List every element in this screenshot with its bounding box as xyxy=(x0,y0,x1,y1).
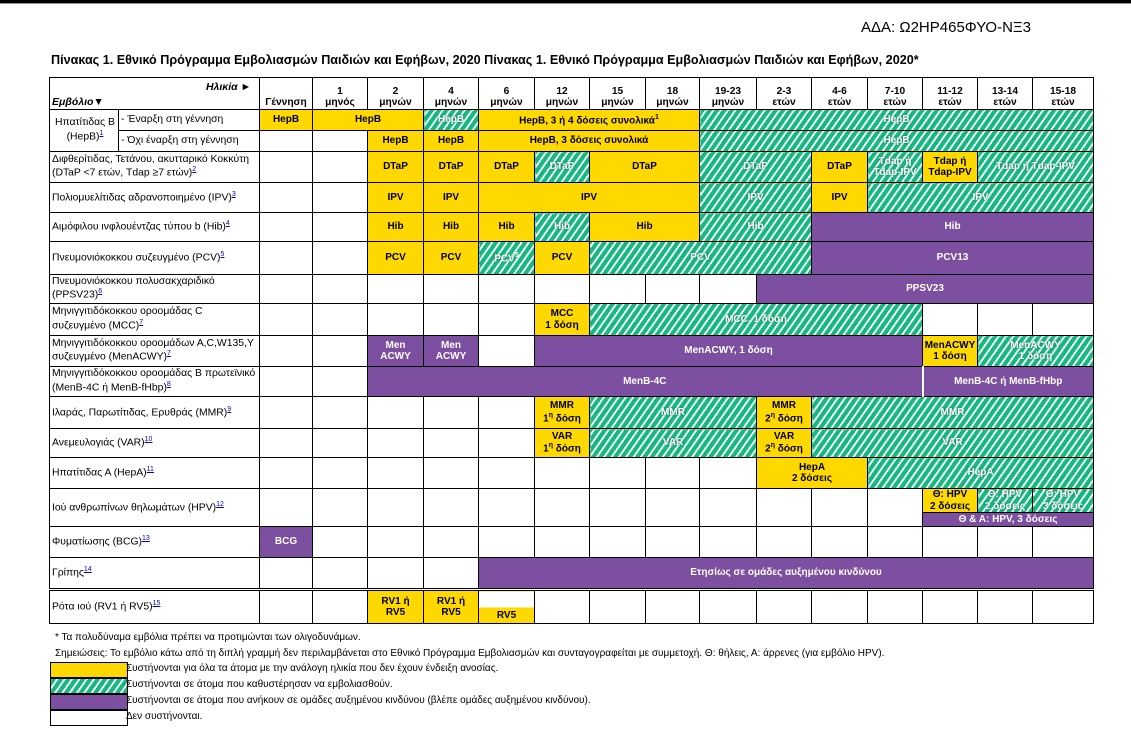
table-row xyxy=(50,275,1094,304)
empty-cell xyxy=(535,489,590,527)
empty-cell xyxy=(260,183,313,213)
cell-hpv-15-18: Θ: HPV 3 δόσεις xyxy=(1033,489,1094,513)
footnote-link[interactable]: 6 xyxy=(98,288,103,296)
empty-cell xyxy=(313,275,368,304)
footnote-link[interactable]: 10 xyxy=(144,436,153,444)
empty-cell xyxy=(700,275,757,304)
cell-dtap-15-18: DTaP xyxy=(590,152,700,183)
vaccine-name-hepb: Ηπατίτιδας Β (ΗepB)$^1$ xyxy=(50,110,119,152)
cell-hpv-boys: Θ & Α: HPV, 3 δόσεις xyxy=(923,513,1094,527)
cell-men-4: Men ACWY xyxy=(424,336,479,367)
cell-ipv-7-18: IPV xyxy=(868,183,1094,213)
vaccine-name-var: Ανεμευλογιάς (VAR)$^{10}$ xyxy=(50,429,260,458)
table-row xyxy=(50,152,1094,183)
table-row xyxy=(50,527,1094,558)
footnote-link[interactable]: 2 xyxy=(192,166,197,174)
empty-cell xyxy=(923,304,978,336)
empty-cell xyxy=(368,489,424,527)
empty-cell xyxy=(479,458,535,489)
cell-var-12: VAR $1^\eta$ δόση xyxy=(535,429,590,458)
cell-var-15-23: VAR xyxy=(590,429,757,458)
cell-var-4-18: VAR xyxy=(812,429,1094,458)
cell-men-11-12: MenACWY 1 δόση xyxy=(923,336,978,367)
cell-mcc-12: MCC 1 δόση xyxy=(535,304,590,336)
empty-cell xyxy=(590,527,646,558)
header-row xyxy=(50,78,1094,110)
vaccine-name-pcv: Πνευμονιόκοκκου συζευγμένο (PCV)$^5$ xyxy=(50,242,260,275)
table-row xyxy=(50,489,1094,513)
ada-code: ΑΔΑ: Ω2ΗΡ465ΦΥΟ-ΝΞ3 xyxy=(861,19,1032,36)
empty-cell xyxy=(260,429,313,458)
cell-rota-2: RV1 ή RV5 xyxy=(368,590,424,624)
empty-cell xyxy=(479,275,535,304)
age-label: Ηλικία ► xyxy=(205,81,251,93)
empty-cell xyxy=(260,304,313,336)
empty-cell xyxy=(260,213,313,242)
age-header: 2 μηνών xyxy=(368,78,424,110)
empty-cell xyxy=(646,590,700,624)
footnote-link[interactable]: 14 xyxy=(83,566,92,574)
empty-cell xyxy=(368,527,424,558)
vaccine-name-hpv: Ιού ανθρωπίνων θηλωμάτων (HPV)$^{12}$ xyxy=(50,489,260,527)
cell-ipv-6-18: IPV xyxy=(479,183,700,213)
cell-dtap-7-10: Tdap ή Tdap-IPV xyxy=(868,152,923,183)
vaccine-name-mmr: Ιλαράς, Παρωτίτιδας, Ερυθράς (MMR)$^9$ xyxy=(50,397,260,429)
empty-cell xyxy=(700,527,757,558)
footnote-link[interactable]: 7 xyxy=(166,350,171,358)
cell-men-13-18: MenACWY 1 δόση xyxy=(978,336,1094,367)
empty-cell xyxy=(424,304,479,336)
empty-cell xyxy=(313,397,368,429)
cell-pcv-4: PCV xyxy=(424,242,479,275)
legend-text: Συστήνονται για όλα τα άτομα με την ανάλογη ηλικία που δεν έχουν ένδειξη ανοσίας. xyxy=(126,663,499,674)
empty-cell xyxy=(260,458,313,489)
empty-cell xyxy=(260,242,313,275)
empty-cell xyxy=(700,489,757,527)
table-row xyxy=(50,590,1094,624)
age-header: 7-10 ετών xyxy=(868,78,923,110)
table-row xyxy=(50,558,1094,590)
empty-cell xyxy=(260,275,313,304)
empty-cell xyxy=(479,527,535,558)
empty-cell xyxy=(313,590,368,624)
cell-hepa-2-6: HepA 2 δόσεις xyxy=(757,458,868,489)
age-header: 11-12 ετών xyxy=(923,78,978,110)
table-row xyxy=(50,183,1094,213)
legend-swatch-yellow xyxy=(50,662,128,678)
age-header: 18 μηνών xyxy=(646,78,700,110)
cell-mmr-2-3: MMR $2^\eta$ δόση xyxy=(757,397,812,429)
empty-cell xyxy=(313,367,368,397)
footnote-star: * Τα πολυδύναμα εμβόλια πρέπει να προτιμώνται των ολιγοδυνάμων. xyxy=(55,632,361,643)
cell-hepb-birth: HepB xyxy=(260,110,313,131)
empty-cell xyxy=(479,336,535,367)
age-header: 4-6 ετών xyxy=(812,78,868,110)
table-row xyxy=(50,397,1094,429)
cell-mmr-15-23: MMR xyxy=(590,397,757,429)
cell-rota-6: RV5 xyxy=(479,590,535,624)
legend-text: Συστήνονται σε άτομα που καθυστέρησαν να εμβολιασθούν. xyxy=(126,679,393,690)
vaccine-name-mcc: Μηνιγγιτιδόκοκκου οροομάδας C συζευγμένο (MCC)$^7$ xyxy=(50,304,260,336)
empty-cell xyxy=(590,458,646,489)
cell-menb-2-10: MenB-4C xyxy=(368,367,923,397)
vaccine-name-menb: Μηνιγγιτιδόκοκκου οροομάδας Β πρωτεϊνικό (MenB-4C ή MenB-fHbp)$^8$ xyxy=(50,367,260,397)
vaccine-name-menacwy: Μηνιγγιτιδόκοκκου οροομάδων Α,C,W135,Y συζευγμένο (MenACWY)$^7$ xyxy=(50,336,260,367)
cell-ipv-2: IPV xyxy=(368,183,424,213)
empty-cell xyxy=(260,367,313,397)
cell-dtap-12: DTaP xyxy=(535,152,590,183)
empty-cell xyxy=(313,527,368,558)
cell-hepa-7-18: HepA xyxy=(868,458,1094,489)
empty-cell xyxy=(368,275,424,304)
empty-cell xyxy=(535,527,590,558)
empty-cell xyxy=(923,590,978,624)
cell-dtap-6: DTaP xyxy=(479,152,535,183)
cell-hib-4-18: Hib xyxy=(812,213,1094,242)
footnote-link[interactable]: 9 xyxy=(227,405,232,413)
footnote-link[interactable]: 11 xyxy=(146,466,154,474)
cell-hepb-1-2: HepB xyxy=(313,110,424,131)
empty-cell xyxy=(313,131,368,152)
cell-mmr-4-18: MMR xyxy=(812,397,1094,429)
cell-ppsv-2-18: PPSV23 xyxy=(757,275,1094,304)
vaccine-name-ipv: Πολιομυελίτιδας αδρανοποιημένο (IPV)$^3$ xyxy=(50,183,260,213)
hepb-sub-birth: - Έναρξη στη γέννηση xyxy=(119,110,260,131)
top-border-shadow xyxy=(0,3,1131,4)
empty-cell xyxy=(479,397,535,429)
cell-hib-15-18: Hib xyxy=(590,213,700,242)
age-header: 4 μηνών xyxy=(424,78,479,110)
cell-mmr-12: MMR $1^\eta$ δόση xyxy=(535,397,590,429)
vaccination-schedule-table xyxy=(49,77,1094,624)
cell-rota-4: RV1 ή RV5 xyxy=(424,590,479,624)
hepb-sub-nobirth: - Όχι έναρξη στη γέννηση xyxy=(119,131,260,152)
empty-cell xyxy=(260,590,313,624)
table-row xyxy=(50,131,1094,152)
cell-mcc-15-10: MCC, 1 δόση xyxy=(590,304,923,336)
empty-cell xyxy=(313,458,368,489)
empty-cell xyxy=(479,429,535,458)
age-header: 13-14 ετών xyxy=(978,78,1033,110)
empty-cell xyxy=(812,527,868,558)
empty-cell xyxy=(812,590,868,624)
vaccine-label: Εμβόλιο▼ xyxy=(52,95,104,108)
table-row xyxy=(50,110,1094,131)
cell-pcv-2: PCV xyxy=(368,242,424,275)
footnote-link[interactable]: 13 xyxy=(142,535,150,543)
cell-hpv-11-12: Θ: HPV 2 δόσεις xyxy=(923,489,978,513)
cell-hepb2-catchup: HepB xyxy=(700,131,1094,152)
cell-dtap-2: DTaP xyxy=(368,152,424,183)
empty-cell xyxy=(479,489,535,527)
age-header: 12 μηνών xyxy=(535,78,590,110)
table-row xyxy=(50,242,1094,275)
age-header: 6 μηνών xyxy=(479,78,535,110)
footnote-link[interactable]: 1 xyxy=(99,129,104,137)
empty-cell xyxy=(313,558,368,590)
empty-cell xyxy=(368,304,424,336)
empty-cell xyxy=(368,558,424,590)
cell-pcv-15-3: PCV xyxy=(590,242,812,275)
age-header: 1 μηνός xyxy=(313,78,368,110)
cell-flu-6-18: Ετησίως σε ομάδες αυξημένου κινδύνου xyxy=(479,558,1094,590)
empty-cell xyxy=(1033,527,1094,558)
cell-men-2: Men ACWY xyxy=(368,336,424,367)
empty-cell xyxy=(1033,304,1094,336)
empty-cell xyxy=(260,131,313,152)
empty-cell xyxy=(368,458,424,489)
cell-ipv-4: IPV xyxy=(424,183,479,213)
empty-cell xyxy=(424,558,479,590)
footnote-link[interactable]: 4 xyxy=(225,220,230,228)
age-header: 2-3 ετών xyxy=(757,78,812,110)
vaccine-name-ppsv: Πνευμονιόκοκκου πολυσακχαριδικό (PPSV23)$^6$ xyxy=(50,275,260,304)
legend-text: Δεν συστήνονται. xyxy=(126,711,203,722)
empty-cell xyxy=(535,590,590,624)
empty-cell xyxy=(424,527,479,558)
legend-text: Συστήνονται σε άτομα που ανήκουν σε ομάδες αυξημένου κινδύνου (βλέπε ομάδες αυξημένου κινδύνου). xyxy=(126,695,591,706)
legend-swatch-green xyxy=(50,678,128,694)
empty-cell xyxy=(646,527,700,558)
empty-cell xyxy=(757,590,812,624)
empty-cell xyxy=(757,527,812,558)
empty-cell xyxy=(424,429,479,458)
empty-cell xyxy=(700,590,757,624)
cell-var-2-3: VAR $2^\eta$ δόση xyxy=(757,429,812,458)
empty-cell xyxy=(590,489,646,527)
cell-dtap-19-3: DTaP xyxy=(700,152,812,183)
vaccine-name-rota: Ρότα ιού (RV1 ή RV5)$^{15}$ xyxy=(50,590,260,624)
cell-dtap-4-6: DTaP xyxy=(812,152,868,183)
cell-hib-12: Hib xyxy=(535,213,590,242)
cell-dtap-4: DTaP xyxy=(424,152,479,183)
empty-cell xyxy=(313,304,368,336)
legend-swatch-purple xyxy=(50,694,128,710)
cell-hib-4: Hib xyxy=(424,213,479,242)
cell-men-12-10: MenACWY, 1 δόση xyxy=(535,336,923,367)
empty-cell xyxy=(535,275,590,304)
cell-menb-11-18: MenB-4C ή MenB-fHbp xyxy=(923,367,1094,397)
age-header: Γέννηση xyxy=(260,78,313,110)
vaccine-name-bcg: Φυματίωσης (BCG)$^{13}$ xyxy=(50,527,260,558)
vaccine-name-hib: Αιμόφιλου ινφλουέντζας τύπου b (Hib)$^4$ xyxy=(50,213,260,242)
empty-cell xyxy=(313,489,368,527)
cell-hepb-6-18: HepB, 3 ή 4 δόσεις συνολικά$^1$ xyxy=(479,110,700,131)
footnote-link[interactable]: 3 xyxy=(231,190,236,198)
empty-cell xyxy=(260,152,313,183)
vaccine-name-flu: Γρίπης$^{14}$ xyxy=(50,558,260,590)
empty-cell xyxy=(313,429,368,458)
empty-cell xyxy=(424,458,479,489)
empty-cell xyxy=(424,275,479,304)
empty-cell xyxy=(313,213,368,242)
age-header: 15-18 ετών xyxy=(1033,78,1094,110)
empty-cell xyxy=(313,152,368,183)
empty-cell xyxy=(313,336,368,367)
empty-cell xyxy=(978,590,1033,624)
table-row xyxy=(50,458,1094,489)
cell-ipv-4-6: IPV xyxy=(812,183,868,213)
table-row xyxy=(50,367,1094,397)
cell-hepb-4: HepB xyxy=(424,110,479,131)
empty-cell xyxy=(700,458,757,489)
age-header: 15 μηνών xyxy=(590,78,646,110)
cell-hepb2-2: HepB xyxy=(368,131,424,152)
page-title: Πίνακας 1. Εθνικό Πρόγραμμα Εμβολιασμών Παιδιών και Εφήβων, 2020 Πίνακας 1. Εθνικό Πρόγραμμα Εμβολιασμών Παιδιών και Εφήβων, 2020* xyxy=(51,53,919,67)
empty-cell xyxy=(923,527,978,558)
cell-ipv-19-3: IPV xyxy=(700,183,812,213)
cell-hepb2-6-18: HepB, 3 δόσεις συνολικά xyxy=(479,131,700,152)
empty-cell xyxy=(868,489,923,527)
notes-remarks: Σημειώσεις: Το εμβόλιο κάτω από τη διπλή γραμμή δεν περιλαμβάνεται στο Εθνικό Πρόγραμμα Εμβολιασμών και συνταγογραφείται με συμμετοχή. Θ: θήλεις, Α: άρρενες (για εμβόλιο HPV). xyxy=(55,648,885,659)
table-row xyxy=(50,213,1094,242)
footnote-link[interactable]: 15 xyxy=(152,600,161,608)
empty-cell xyxy=(424,489,479,527)
empty-cell xyxy=(757,489,812,527)
cell-hepb2-4: HepB xyxy=(424,131,479,152)
footnote-link[interactable]: 5 xyxy=(220,251,225,259)
empty-cell xyxy=(868,590,923,624)
empty-cell xyxy=(646,489,700,527)
table-row xyxy=(50,336,1094,367)
table-row xyxy=(50,429,1094,458)
cell-hib-19-3: Hib xyxy=(700,213,812,242)
empty-cell xyxy=(260,397,313,429)
cell-hpv-13-14: Θ: HPV 2 δόσεις xyxy=(978,489,1033,513)
vaccine-name-hepa: Ηπατίτιδας Α (ΗepA)$^{11}$ xyxy=(50,458,260,489)
cell-pcv-12: PCV xyxy=(535,242,590,275)
cell-hepb-catchup: HepB xyxy=(700,110,1094,131)
header-corner xyxy=(50,78,260,110)
legend-swatch-white xyxy=(50,710,128,726)
age-header: 19-23 μηνών xyxy=(700,78,757,110)
empty-cell xyxy=(868,527,923,558)
footnote-link[interactable]: 7 xyxy=(139,318,144,326)
empty-cell xyxy=(812,489,868,527)
cell-hib-6: Hib xyxy=(479,213,535,242)
cell-dtap-11-12: Tdap ή Tdap-IPV xyxy=(923,152,978,183)
cell-hib-2: Hib xyxy=(368,213,424,242)
empty-cell xyxy=(646,458,700,489)
footnote-link[interactable]: 12 xyxy=(216,500,224,508)
vaccine-name-dtap: Διφθερίτιδας, Τετάνου, ακυτταρικό Κοκκύτη (DTaP <7 ετών, Tdap ≥7 ετών)$^2$ xyxy=(50,152,260,183)
empty-cell xyxy=(1033,590,1094,624)
cell-bcg-birth: BCG xyxy=(260,527,313,558)
empty-cell xyxy=(368,397,424,429)
footnote-link[interactable]: 8 xyxy=(166,380,171,388)
empty-cell xyxy=(479,304,535,336)
empty-cell xyxy=(260,336,313,367)
cell-pcv-6: PCV$^5$ xyxy=(479,242,535,275)
empty-cell xyxy=(260,558,313,590)
empty-cell xyxy=(646,275,700,304)
empty-cell xyxy=(368,429,424,458)
table-row xyxy=(50,304,1094,336)
empty-cell xyxy=(424,397,479,429)
empty-cell xyxy=(313,183,368,213)
empty-cell xyxy=(590,590,646,624)
empty-cell xyxy=(313,242,368,275)
empty-cell xyxy=(590,275,646,304)
cell-pcv-4-18: PCV13 xyxy=(812,242,1094,275)
empty-cell xyxy=(535,458,590,489)
empty-cell xyxy=(978,527,1033,558)
cell-dtap-13-18: Tdap ή Tdap-IPV xyxy=(978,152,1094,183)
empty-cell xyxy=(260,489,313,527)
empty-cell xyxy=(978,304,1033,336)
